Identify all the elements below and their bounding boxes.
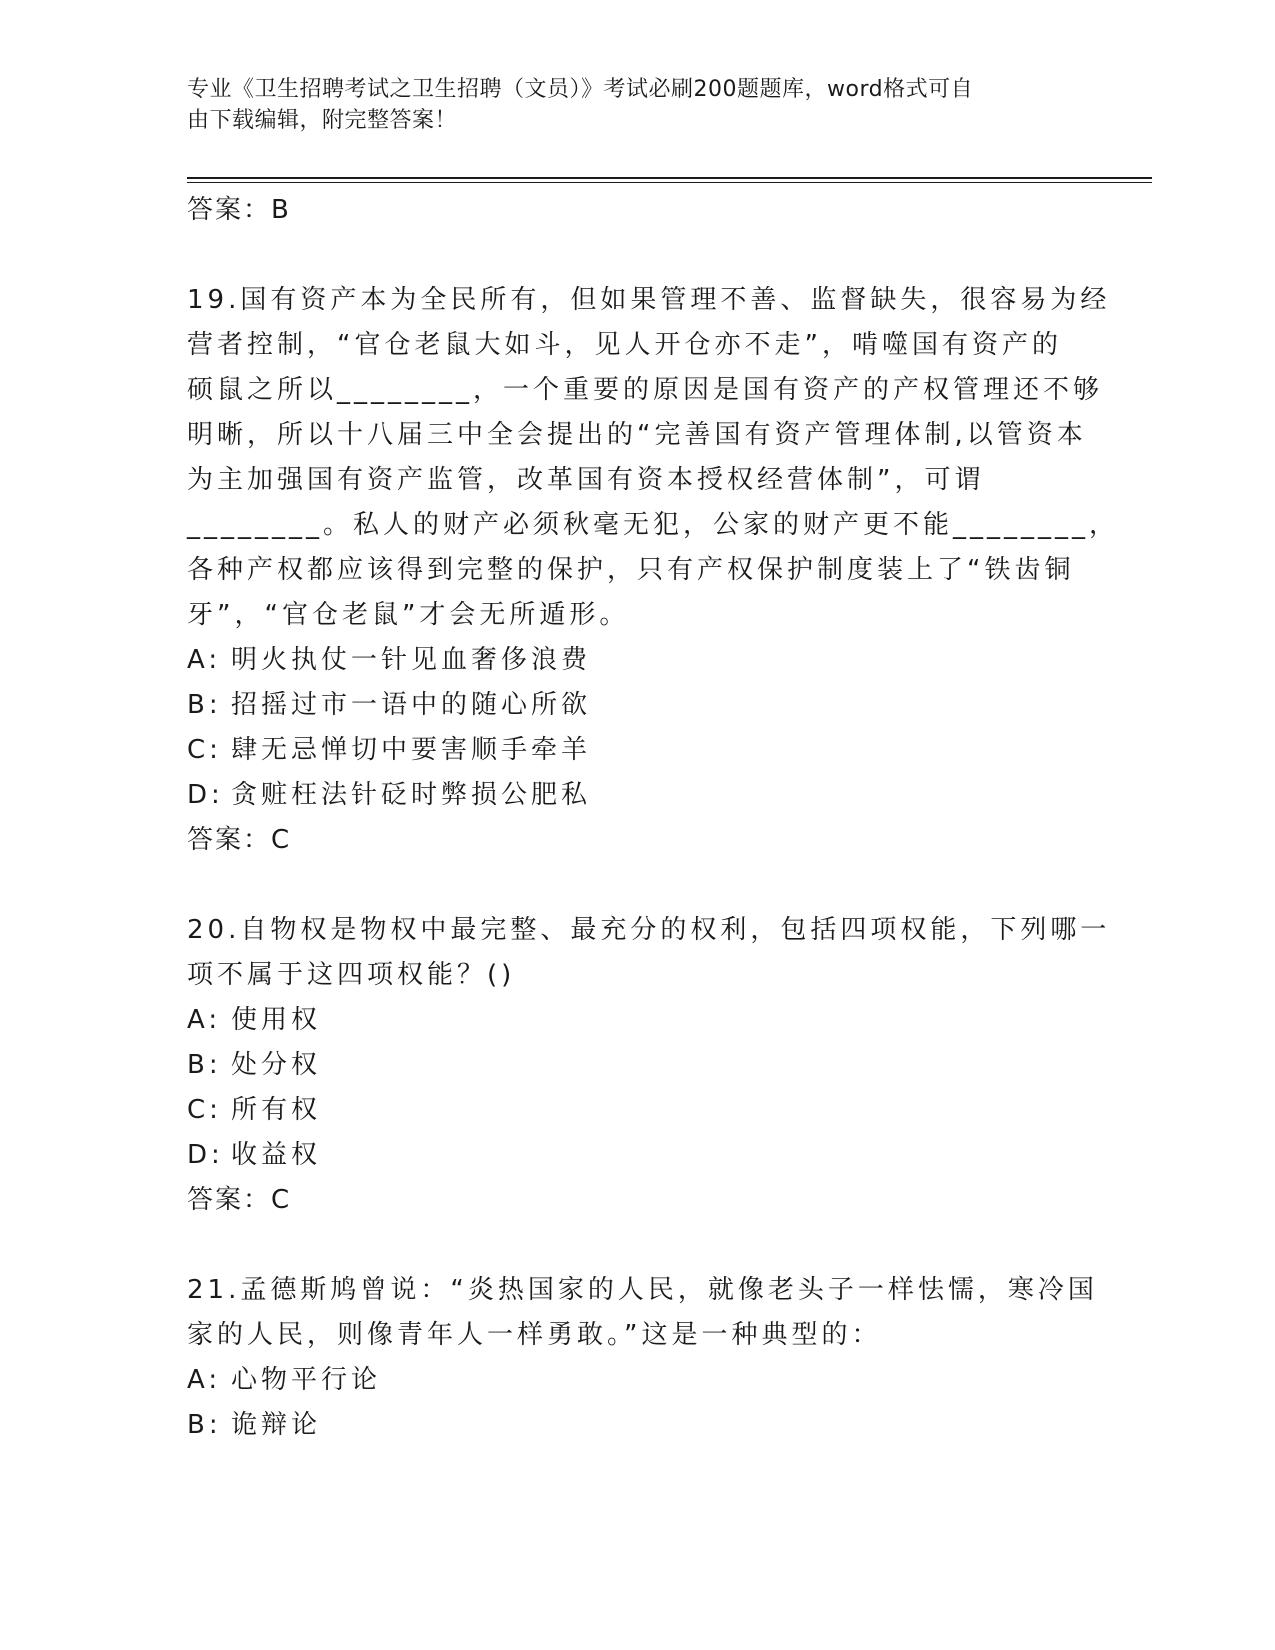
option-text: 处分权 [231,1050,322,1080]
option-letter: A: [187,645,222,675]
answer-line: 答案：B [187,195,291,225]
option-c [187,728,1067,773]
question-text-line: 明晰，所以十八届三中全会提出的“完善国有资产管理体制,以管资本 [187,420,1087,450]
option-a [187,1358,1067,1403]
question-text-line: 20.自物权是物权中最完整、最充分的权利，包括四项权能，下列哪一 [187,915,1111,945]
question-text-line: 硕鼠之所以________，一个重要的原因是国有资产的产权管理还不够 [187,375,1104,405]
option-a [187,998,1067,1043]
option-text: 使用权 [231,1005,322,1035]
answer-line: 答案：C [187,1185,292,1215]
option-letter: C: [187,735,222,765]
header-divider [187,177,1152,179]
option-a [187,638,1067,683]
option-text: 收益权 [231,1140,322,1170]
option-letter: B: [187,1410,222,1440]
option-text: 心物平行论 [231,1365,382,1395]
option-text: 肆无忌惮切中要害顺手牵羊 [231,735,592,765]
document-page [187,0,1152,1650]
header-line: 由下载编辑，附完整答案！ [187,108,458,133]
option-b [187,683,1067,728]
header-line: 专业《卫生招聘考试之卫生招聘（文员）》考试必刷200题题库，word格式可自 [187,77,974,102]
spacer [187,233,1067,278]
option-text: 贪赃枉法针砭时弊损公肥私 [231,780,592,810]
question-text-line: ________。私人的财产必须秋毫无犯，公家的财产更不能________， [187,510,1120,540]
option-d [187,773,1067,818]
question-text-line: 21.孟德斯鸠曾说：“炎热国家的人民，就像老头子一样怯懦，寒冷国 [187,1275,1098,1305]
option-text: 诡辩论 [231,1410,322,1440]
document-header [187,74,1067,136]
option-letter: A: [187,1005,222,1035]
option-letter: A: [187,1365,222,1395]
option-letter: B: [187,1050,222,1080]
document-body [187,188,1120,1448]
spacer [187,1223,1067,1268]
option-text: 明火执仗一针见血奢侈浪费 [231,645,592,675]
option-text: 招摇过市一语中的随心所欲 [231,690,592,720]
question-19 [187,278,1120,863]
answer-line: 答案：C [187,825,292,855]
option-b [187,1403,1067,1448]
option-letter: C: [187,1095,222,1125]
option-d [187,1133,1067,1178]
question-text-line: 19.国有资产本为全民所有，但如果管理不善、监督缺失，很容易为经 [187,285,1111,315]
option-letter: D: [187,780,224,810]
question-21 [187,1268,1098,1448]
option-text: 所有权 [231,1095,322,1125]
option-b [187,1043,1067,1088]
question-text-line: 家的人民，则像青年人一样勇敢。”这是一种典型的： [187,1320,882,1350]
spacer [187,863,1067,908]
option-letter: D: [187,1140,224,1170]
question-20 [187,908,1111,1223]
question-text-line: 为主加强国有资产监管，改革国有资本授权经营体制”，可谓 [187,465,985,495]
option-letter: B: [187,690,222,720]
header-divider-thin [187,182,1152,183]
question-text-line: 项不属于这四项权能？() [187,960,516,990]
question-text-line: 牙”，“官仓老鼠”才会无所遁形。 [187,600,630,630]
question-text-line: 各种产权都应该得到完整的保护，只有产权保护制度装上了“铁齿铜 [187,555,1075,585]
question-text-line: 营者控制，“官仓老鼠大如斗，见人开仓亦不走”，啃噬国有资产的 [187,330,1062,360]
option-c [187,1088,1067,1133]
